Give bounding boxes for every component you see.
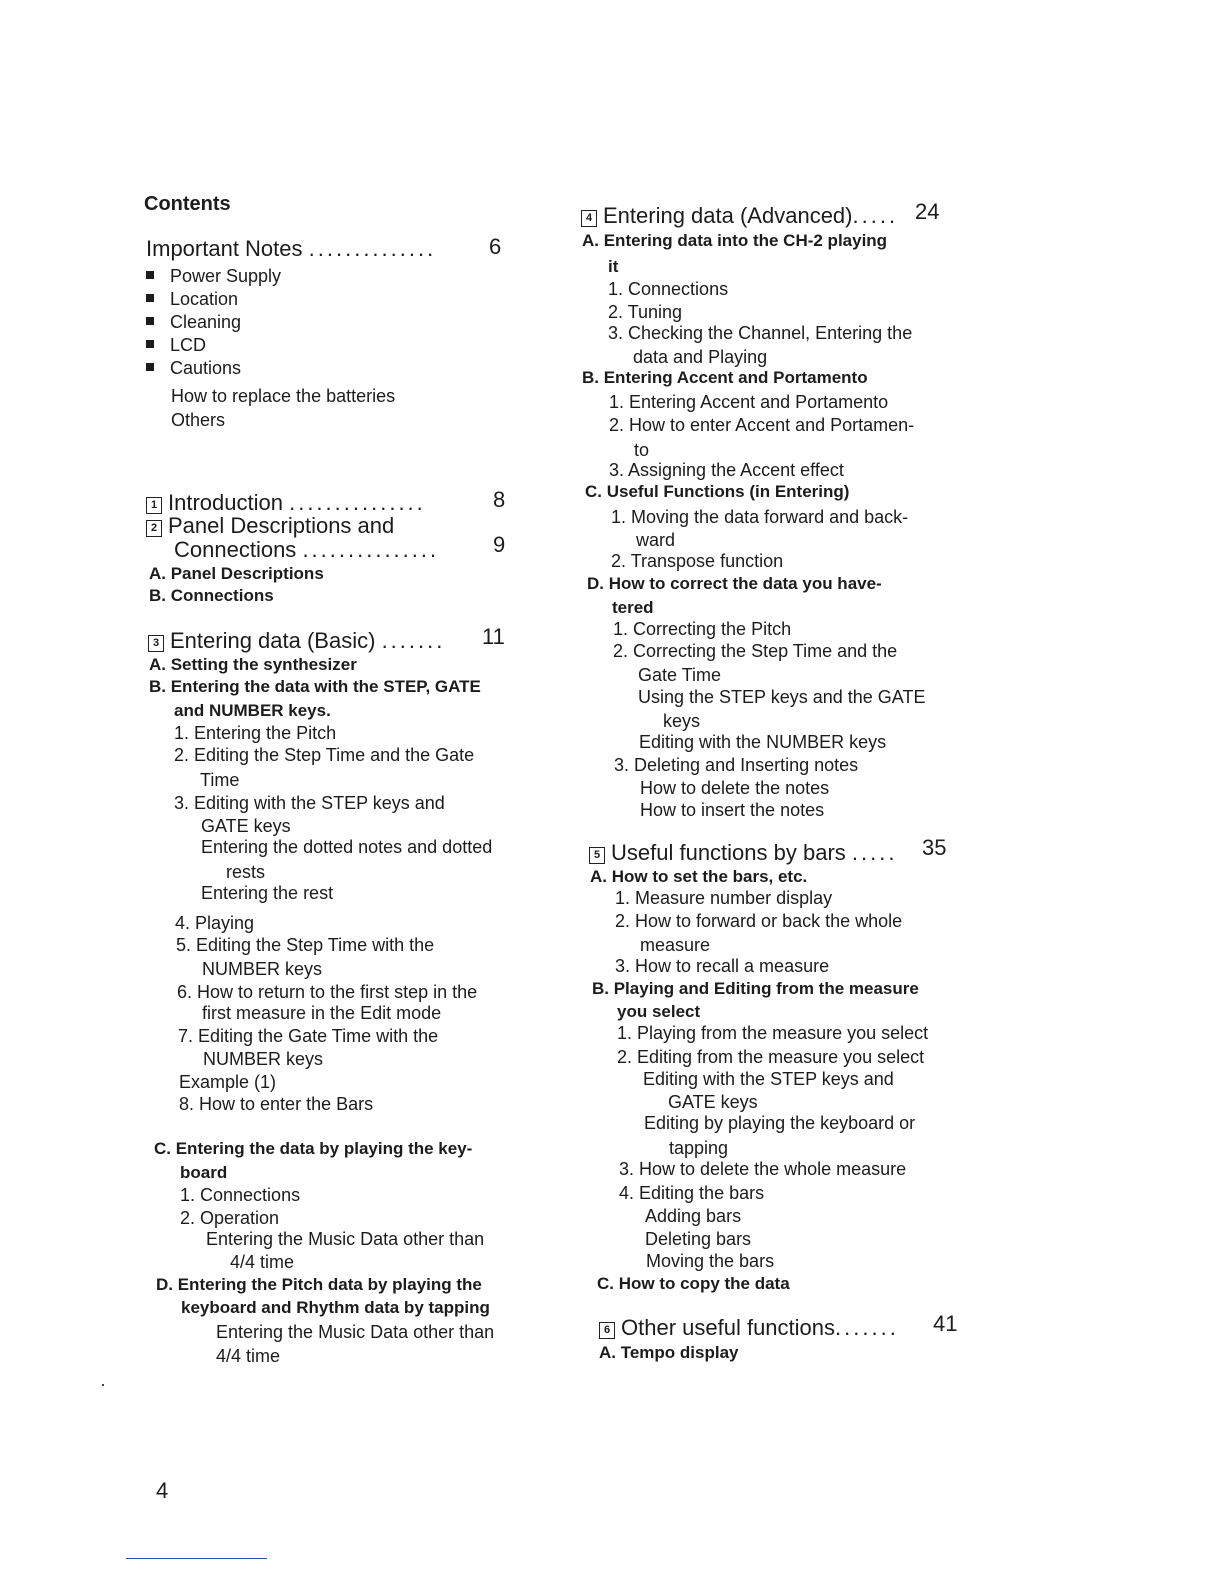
subsection: C. How to copy the data [597, 1274, 790, 1293]
list-item: 2. Transpose function [611, 551, 784, 571]
heading-text: Connections [174, 537, 297, 562]
list-item: measure [640, 935, 711, 955]
bullet-icon [146, 317, 154, 325]
list-item: 4. Editing the bars [619, 1183, 765, 1203]
list-item: GATE keys [668, 1092, 758, 1112]
subsection: D. Entering the Pitch data by playing the [156, 1275, 482, 1294]
list-item: 1. Measure number display [615, 888, 833, 908]
list-item: 3. How to recall a measure [615, 956, 830, 976]
list-item: 4/4 time [230, 1252, 295, 1272]
list-item: Entering the dotted notes and dotted [201, 837, 493, 857]
section-number-box: 4 [581, 210, 597, 227]
subsection: A. Entering data into the CH-2 playing [582, 231, 888, 250]
leader-dots: ....... [835, 1315, 899, 1340]
leader-dots: ............... [289, 490, 426, 515]
important-notes-heading [146, 236, 436, 262]
subsection: A. Setting the synthesizer [149, 655, 357, 674]
list-item: Using the STEP keys and the GATE [638, 687, 926, 707]
bullet-icon [146, 294, 154, 302]
section-4-heading [581, 203, 898, 229]
bullet-icon [146, 363, 154, 371]
list-item: 2. How to forward or back the whole [615, 911, 903, 931]
list-item: 3. Checking the Channel, Entering the [608, 323, 913, 343]
list-item: keys [663, 711, 701, 731]
list-item: 1. Entering the Pitch [174, 723, 337, 743]
heading-text: Entering data (Basic) [170, 628, 376, 653]
list-item: rests [226, 862, 266, 882]
list-item: 1. Moving the data forward and back- [611, 507, 909, 527]
item-text: Power Supply [170, 266, 282, 286]
subsection: B. Entering the data with the STEP, GATE [149, 677, 481, 696]
subsection: B. Playing and Editing from the measure [592, 979, 919, 998]
list-item: How to replace the batteries [171, 386, 396, 406]
section-6-heading [599, 1315, 899, 1341]
item-text: Cautions [170, 358, 242, 378]
subsection: it [608, 257, 619, 276]
heading-text: Introduction [168, 490, 283, 515]
list-item: 1. Playing from the measure you select [617, 1023, 929, 1043]
subsection: board [180, 1163, 228, 1182]
item-text: Cleaning [170, 312, 242, 332]
list-item: Gate Time [638, 665, 722, 685]
list-item: 2. Operation [180, 1208, 280, 1228]
list-item: Example (1) [179, 1072, 277, 1092]
subsection: A. Tempo display [599, 1343, 739, 1362]
page-ref: 24 [915, 199, 940, 224]
subsection: A. How to set the bars, etc. [590, 867, 808, 886]
section-number-box: 5 [589, 847, 605, 864]
list-item [146, 265, 281, 287]
subsection: B. Entering Accent and Portamento [582, 368, 868, 387]
list-item: Others [171, 410, 226, 430]
subsection: D. How to correct the data you have- [587, 574, 882, 593]
list-item: NUMBER keys [202, 959, 323, 979]
list-item: 2. Editing from the measure you select [617, 1047, 925, 1067]
subsection: B. Connections [149, 586, 274, 605]
stray-mark [102, 1384, 104, 1386]
list-item: 1. Connections [180, 1185, 301, 1205]
page-ref: 41 [933, 1311, 958, 1336]
bullet-icon [146, 271, 154, 279]
heading-text: Entering data (Advanced) [603, 203, 853, 228]
section-number-box: 3 [148, 635, 164, 652]
list-item [146, 288, 238, 310]
list-item: Entering the rest [201, 883, 334, 903]
list-item: 2. Tuning [608, 302, 683, 322]
list-item: Time [200, 770, 240, 790]
heading-text: Important Notes [146, 236, 303, 261]
leader-dots: ....... [381, 628, 446, 653]
list-item: 1. Entering Accent and Portamento [609, 392, 889, 412]
list-item: data and Playing [633, 347, 768, 367]
list-item: 1. Correcting the Pitch [613, 619, 792, 639]
subsection: keyboard and Rhythm data by tapping [181, 1298, 490, 1317]
list-item: GATE keys [201, 816, 291, 836]
list-item: Adding bars [645, 1206, 742, 1226]
list-item: Moving the bars [646, 1251, 775, 1271]
page-ref: 11 [482, 624, 505, 649]
list-item: 3. Assigning the Accent effect [609, 460, 844, 480]
item-text: LCD [170, 335, 207, 355]
subsection: tered [612, 598, 654, 617]
list-item: Editing by playing the keyboard or [644, 1113, 916, 1133]
list-item: first measure in the Edit mode [202, 1003, 442, 1023]
footer-rule [126, 1558, 267, 1559]
list-item: 2. How to enter Accent and Portamen- [609, 415, 915, 435]
heading-text: Other useful functions [621, 1315, 836, 1340]
subsection: you select [617, 1002, 701, 1021]
list-item: ward [636, 530, 676, 550]
list-item [146, 311, 241, 333]
list-item: 4/4 time [216, 1346, 281, 1366]
list-item: 6. How to return to the first step in the [177, 982, 478, 1002]
section-3-heading [148, 628, 445, 654]
list-item: 2. Editing the Step Time and the Gate [174, 745, 475, 765]
list-item: 3. Deleting and Inserting notes [614, 755, 859, 775]
list-item: 2. Correcting the Step Time and the [613, 641, 898, 661]
section-number-box: 2 [146, 520, 162, 537]
bullet-icon [146, 340, 154, 348]
list-item [146, 357, 241, 379]
page-ref: 6 [489, 234, 502, 259]
leader-dots: ..... [852, 203, 899, 228]
list-item [146, 334, 206, 356]
subsection: C. Entering the data by playing the key- [154, 1139, 473, 1158]
list-item: Deleting bars [645, 1229, 752, 1249]
heading-text: Useful functions by bars [611, 840, 846, 865]
item-text: Location [170, 289, 239, 309]
list-item: 1. Connections [608, 279, 729, 299]
section-5-heading [589, 840, 897, 866]
leader-dots: ..... [851, 840, 898, 865]
section-2-heading [146, 513, 394, 539]
list-item: Editing with the NUMBER keys [639, 732, 887, 752]
subsection: C. Useful Functions (in Entering) [585, 482, 850, 501]
list-item: 7. Editing the Gate Time with the [178, 1026, 439, 1046]
page-ref: 9 [493, 532, 506, 557]
section-number-box: 6 [599, 1322, 615, 1339]
list-item: 4. Playing [175, 913, 255, 933]
page-ref: 35 [922, 835, 947, 860]
list-item: Entering the Music Data other than [206, 1229, 485, 1249]
list-item: 3. Editing with the STEP keys and [174, 793, 445, 813]
leader-dots: .............. [308, 236, 437, 261]
list-item: How to delete the notes [640, 778, 830, 798]
list-item: tapping [669, 1138, 729, 1158]
page-number: 4 [156, 1478, 169, 1503]
list-item: Entering the Music Data other than [216, 1322, 495, 1342]
list-item: Editing with the STEP keys and [643, 1069, 894, 1089]
list-item: 5. Editing the Step Time with the [176, 935, 435, 955]
page-ref: 8 [493, 487, 506, 512]
page-title: Contents [144, 193, 231, 215]
leader-dots: ............... [302, 537, 440, 562]
subsection: A. Panel Descriptions [149, 564, 324, 583]
section-number-box: 1 [146, 497, 162, 514]
subsection: and NUMBER keys. [174, 701, 331, 720]
heading-text: Panel Descriptions and [168, 513, 395, 538]
list-item: to [634, 440, 650, 460]
list-item: 8. How to enter the Bars [179, 1094, 374, 1114]
section-2-heading-line2 [174, 537, 439, 563]
list-item: NUMBER keys [203, 1049, 324, 1069]
list-item: 3. How to delete the whole measure [619, 1159, 907, 1179]
list-item: How to insert the notes [640, 800, 825, 820]
